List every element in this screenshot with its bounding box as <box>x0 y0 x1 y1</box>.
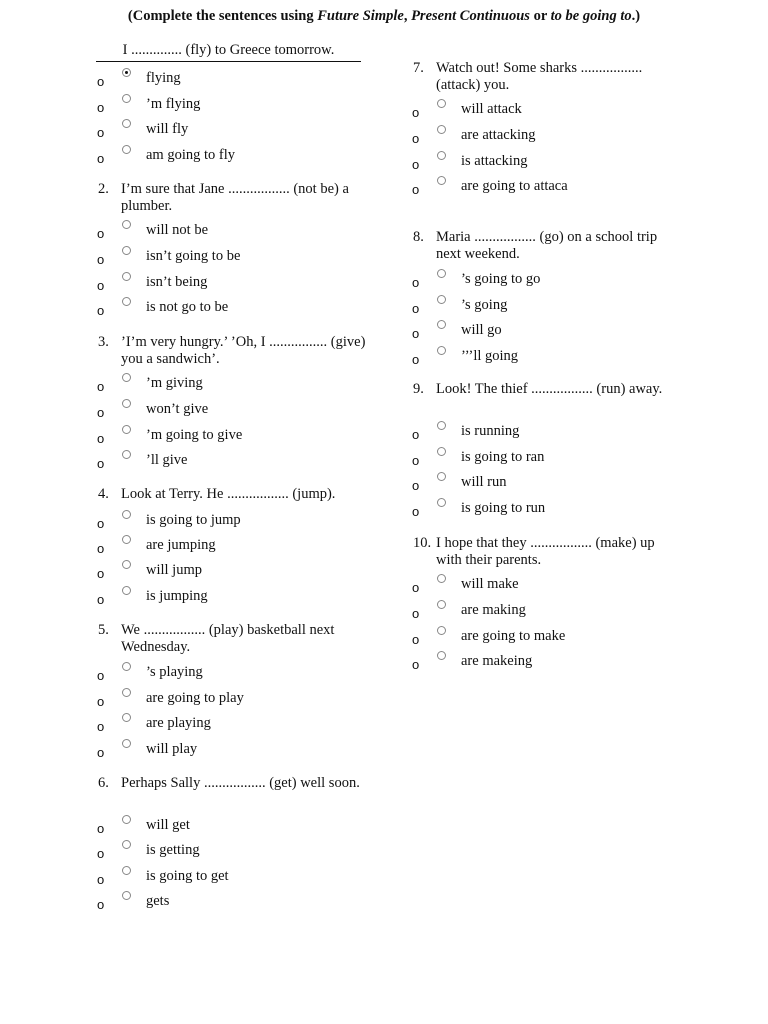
radio-button[interactable] <box>122 373 131 382</box>
bullet-icon: o <box>412 326 420 341</box>
option-label: won’t give <box>146 401 209 417</box>
instructions-open: (Complete the sentences using <box>127 8 318 24</box>
question-number: 8. <box>413 229 424 245</box>
radio-button[interactable] <box>122 510 131 519</box>
question-sentence: Watch out! Some sharks ................. (attack) you. <box>436 60 643 93</box>
answer-option[interactable] <box>97 868 357 890</box>
question-number: 9. <box>413 381 424 397</box>
option-label: is getting <box>146 842 200 858</box>
question-sentence: Perhaps Sally ................. (get) well soon. <box>121 775 360 791</box>
option-label: will play <box>146 741 198 757</box>
option-label: will fly <box>146 121 189 137</box>
question-text <box>98 334 366 368</box>
bullet-icon: o <box>412 157 420 172</box>
option-label: will attack <box>461 101 522 117</box>
answer-option[interactable] <box>97 690 357 712</box>
bullet-icon: o <box>97 516 105 531</box>
radio-button[interactable] <box>437 151 446 160</box>
radio-button[interactable] <box>437 176 446 185</box>
option-label: is running <box>461 423 520 439</box>
option-label: will make <box>461 576 519 592</box>
answer-option[interactable] <box>412 322 672 344</box>
question-text <box>96 42 361 62</box>
answer-option[interactable] <box>97 562 357 584</box>
radio-button[interactable] <box>437 447 446 456</box>
answer-option[interactable] <box>97 512 357 534</box>
answer-option[interactable] <box>412 348 672 370</box>
option-label: ’s playing <box>146 664 203 680</box>
radio-button[interactable] <box>122 220 131 229</box>
question-text <box>413 60 681 94</box>
radio-button[interactable] <box>437 472 446 481</box>
answer-option[interactable] <box>97 537 357 559</box>
question-number: 2. <box>98 181 109 197</box>
bullet-icon: o <box>97 125 105 140</box>
tense-present-continuous: Present Continuous <box>411 8 530 24</box>
bullet-icon: o <box>412 606 420 621</box>
option-label: will go <box>461 322 502 338</box>
option-label: isn’t going to be <box>146 248 241 264</box>
bullet-icon: o <box>412 301 420 316</box>
question-sentence: We ................. (play) basketball next Wednesday. <box>121 622 335 655</box>
radio-button[interactable] <box>437 295 446 304</box>
instructions-sep2: or <box>529 8 551 24</box>
bullet-icon: o <box>97 566 105 581</box>
radio-button[interactable] <box>437 421 446 430</box>
answer-option[interactable] <box>97 842 357 864</box>
radio-button[interactable] <box>122 246 131 255</box>
answer-option[interactable] <box>97 817 357 839</box>
bullet-icon: o <box>97 405 105 420</box>
answer-option[interactable] <box>412 474 672 496</box>
answer-option[interactable] <box>412 602 672 624</box>
answer-option[interactable] <box>412 297 672 319</box>
answer-option[interactable] <box>412 153 672 175</box>
option-label: am going to fly <box>146 147 236 163</box>
question-number: 4. <box>98 486 109 502</box>
tense-future-simple: Future Simple <box>317 8 404 24</box>
option-label: ’m going to give <box>146 427 243 443</box>
tense-going-to: to be going to <box>550 8 632 24</box>
question-text <box>413 381 681 398</box>
radio-button[interactable] <box>437 574 446 583</box>
radio-button[interactable] <box>437 498 446 507</box>
option-label: are jumping <box>146 537 216 553</box>
bullet-icon: o <box>97 745 105 760</box>
bullet-icon: o <box>97 74 105 89</box>
bullet-icon: o <box>97 278 105 293</box>
answer-option[interactable] <box>97 375 357 397</box>
answer-option[interactable] <box>412 101 672 123</box>
option-label: is going to run <box>461 500 546 516</box>
answer-option[interactable] <box>97 121 357 143</box>
question-number: 7. <box>413 60 424 76</box>
question-number: 3. <box>98 334 109 350</box>
bullet-icon: o <box>97 100 105 115</box>
answer-option[interactable] <box>97 715 357 737</box>
radio-button[interactable] <box>437 99 446 108</box>
bullet-icon: o <box>97 897 105 912</box>
question-sentence: Maria ................. (go) on a school trip next weekend. <box>436 229 658 262</box>
question-sentence: I’m sure that Jane ................. (not be) a plumber. <box>121 181 349 214</box>
bullet-icon: o <box>97 668 105 683</box>
bullet-icon: o <box>97 846 105 861</box>
radio-button[interactable] <box>437 125 446 134</box>
radio-button[interactable] <box>437 651 446 660</box>
option-label: ’s going to go <box>461 271 541 287</box>
radio-button[interactable] <box>122 586 131 595</box>
radio-button[interactable] <box>122 560 131 569</box>
answer-option[interactable] <box>412 500 672 522</box>
radio-button[interactable] <box>122 662 131 671</box>
question-sentence: I .............. (fly) to Greece tomorrow. <box>122 42 335 58</box>
question-text <box>98 486 366 503</box>
radio-button[interactable] <box>122 272 131 281</box>
bullet-icon: o <box>97 252 105 267</box>
answer-option[interactable] <box>412 127 672 149</box>
answer-option[interactable] <box>412 423 672 445</box>
question-sentence: Look! The thief ................. (run) away. <box>436 381 663 397</box>
answer-option[interactable] <box>97 664 357 686</box>
bullet-icon: o <box>412 275 420 290</box>
radio-button[interactable] <box>122 891 131 900</box>
bullet-icon: o <box>97 456 105 471</box>
radio-button[interactable] <box>437 626 446 635</box>
question-number: 5. <box>98 622 109 638</box>
bullet-icon: o <box>412 182 420 197</box>
answer-option[interactable] <box>97 401 357 423</box>
option-label: is going to get <box>146 868 229 884</box>
option-label: are attacking <box>461 127 536 143</box>
bullet-icon: o <box>97 303 105 318</box>
bullet-icon: o <box>97 226 105 241</box>
option-label: gets <box>146 893 170 909</box>
bullet-icon: o <box>97 431 105 446</box>
answer-option[interactable] <box>97 893 357 915</box>
answer-option[interactable] <box>412 271 672 293</box>
instructions-heading <box>0 8 768 25</box>
question-text <box>413 229 681 263</box>
option-label: are going to make <box>461 628 566 644</box>
answer-option[interactable] <box>97 248 357 270</box>
radio-button[interactable] <box>437 600 446 609</box>
option-label: flying <box>146 70 181 86</box>
option-label: ’’’ll going <box>461 348 519 364</box>
bullet-icon: o <box>97 872 105 887</box>
bullet-icon: o <box>97 541 105 556</box>
question-sentence: I hope that they ................. (make) up with their parents. <box>436 535 655 568</box>
option-label: ’s going <box>461 297 508 313</box>
answer-option[interactable] <box>97 274 357 296</box>
bullet-icon: o <box>412 504 420 519</box>
option-label: is going to jump <box>146 512 241 528</box>
option-label: will jump <box>146 562 202 578</box>
option-label: is not go to be <box>146 299 229 315</box>
bullet-icon: o <box>412 105 420 120</box>
option-label: is attacking <box>461 153 528 169</box>
question-number: 10. <box>413 535 432 551</box>
bullet-icon: o <box>412 453 420 468</box>
bullet-icon: o <box>97 719 105 734</box>
answer-option[interactable] <box>412 628 672 650</box>
radio-button[interactable] <box>122 145 131 154</box>
question-sentence: Look at Terry. He ................. (jump). <box>121 486 336 502</box>
radio-button[interactable] <box>122 425 131 434</box>
bullet-icon: o <box>412 427 420 442</box>
answer-option[interactable] <box>97 588 357 610</box>
question-text <box>98 622 366 656</box>
instructions-sep1: , <box>403 8 412 24</box>
answer-option[interactable] <box>412 576 672 598</box>
option-label: will run <box>461 474 507 490</box>
bullet-icon: o <box>412 131 420 146</box>
answer-option[interactable] <box>412 653 672 675</box>
option-label: will get <box>146 817 190 833</box>
answer-option[interactable] <box>97 96 357 118</box>
question-text <box>98 775 366 792</box>
bullet-icon: o <box>412 580 420 595</box>
option-label: are playing <box>146 715 211 731</box>
radio-button[interactable] <box>122 119 131 128</box>
option-label: are going to attaca <box>461 178 568 194</box>
answer-option[interactable] <box>412 178 672 200</box>
option-label: are making <box>461 602 526 618</box>
answer-option[interactable] <box>97 147 357 169</box>
answer-option[interactable] <box>412 449 672 471</box>
radio-button[interactable] <box>122 739 131 748</box>
bullet-icon: o <box>97 379 105 394</box>
bullet-icon: o <box>97 694 105 709</box>
bullet-icon: o <box>412 632 420 647</box>
answer-option[interactable] <box>97 70 357 92</box>
radio-button[interactable] <box>437 269 446 278</box>
option-label: is going to ran <box>461 449 545 465</box>
answer-option[interactable] <box>97 299 357 321</box>
option-label: is jumping <box>146 588 208 604</box>
question-number: 6. <box>98 775 109 791</box>
option-label: are going to play <box>146 690 244 706</box>
radio-button[interactable] <box>122 815 131 824</box>
radio-button[interactable] <box>122 840 131 849</box>
radio-button[interactable] <box>437 346 446 355</box>
bullet-icon: o <box>412 478 420 493</box>
option-label: are makeing <box>461 653 533 669</box>
bullet-icon: o <box>97 592 105 607</box>
radio-button[interactable] <box>437 320 446 329</box>
option-label: isn’t being <box>146 274 208 290</box>
radio-button[interactable] <box>122 713 131 722</box>
answer-option[interactable] <box>97 452 357 474</box>
question-text <box>413 535 681 569</box>
bullet-icon: o <box>412 657 420 672</box>
option-label: ’ll give <box>146 452 188 468</box>
option-label: ’m giving <box>146 375 203 391</box>
radio-button[interactable] <box>122 866 131 875</box>
radio-button[interactable] <box>122 688 131 697</box>
bullet-icon: o <box>412 352 420 367</box>
radio-button[interactable] <box>122 535 131 544</box>
answer-option[interactable] <box>97 427 357 449</box>
question-sentence: ’I’m very hungry.’ ’Oh, I ................ (give) you a sandwich’. <box>121 334 366 367</box>
radio-button[interactable] <box>122 450 131 459</box>
bullet-icon: o <box>97 821 105 836</box>
option-label: ’m flying <box>146 96 201 112</box>
bullet-icon: o <box>97 151 105 166</box>
radio-button[interactable] <box>122 68 131 77</box>
question-text <box>98 181 366 215</box>
option-label: will not be <box>146 222 209 238</box>
radio-button[interactable] <box>122 399 131 408</box>
answer-option[interactable] <box>97 222 357 244</box>
answer-option[interactable] <box>97 741 357 763</box>
radio-button[interactable] <box>122 297 131 306</box>
instructions-close: .) <box>631 8 641 24</box>
radio-button[interactable] <box>122 94 131 103</box>
